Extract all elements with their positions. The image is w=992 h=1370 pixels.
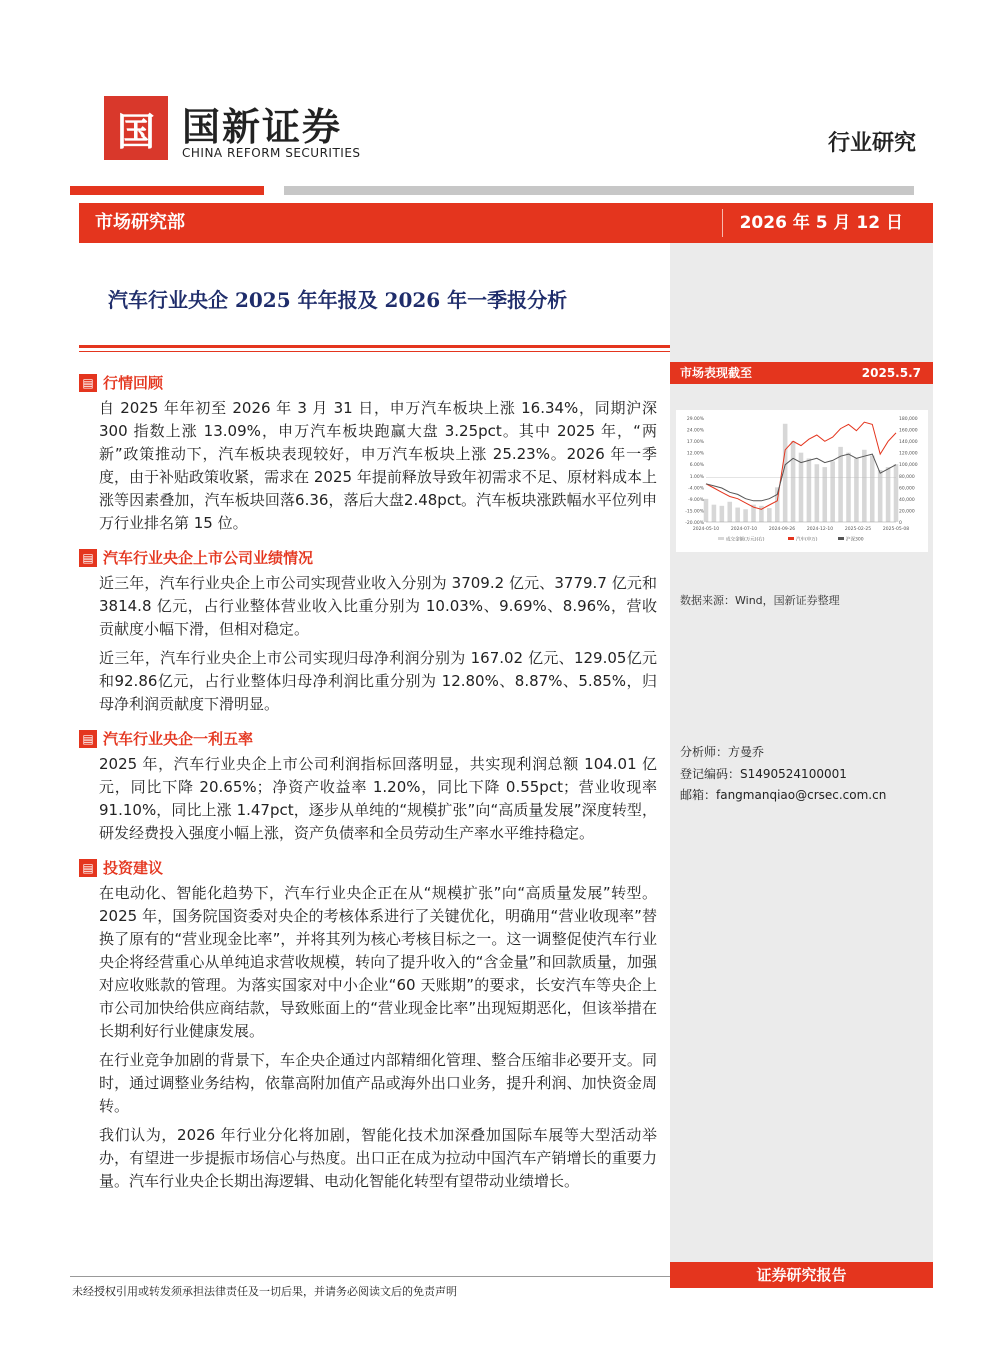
header-divider-bar [284, 186, 914, 195]
y-right-tick-label: 80,000 [899, 474, 915, 480]
section-heading [79, 857, 657, 878]
paragraph: 自 2025 年年初至 2026 年 3 月 31 日，申万汽车板块上涨 16.34%，同期沪深 300 指数上涨 13.09%，申万汽车板块跑赢大盘 3.25pct。其中 2025 年，“两新”政策推动下，汽车板块表现较好，申万汽车板块上涨 25.23%。2026 年一季度，由于补贴政策收紧，需求在 2025 年提前释放导致年初需求不足、原材料成本上涨等因素叠加，汽车板块回落6.36，落后大盘2.48pct。汽车板块涨跌幅水平位列申万行业排名第 15 位。 [99, 399, 657, 532]
legend-swatch [838, 537, 844, 540]
section-title: 行情回顾 [103, 374, 164, 392]
volume-bar [743, 509, 748, 522]
department-name: 市场研究部 [95, 212, 185, 233]
y-left-tick-label: -9.00% [688, 497, 704, 503]
volume-bar [854, 458, 859, 522]
y-right-tick-label: 180,000 [899, 417, 918, 422]
y-left-tick-label: 29.00% [686, 417, 704, 422]
y-left-tick-label: -15.00% [685, 509, 704, 515]
footer-bar [670, 1262, 933, 1288]
volume-bar [846, 453, 851, 522]
legend-swatch [718, 537, 724, 540]
y-right-tick-label: 0 [899, 521, 902, 526]
volume-bar [712, 505, 717, 522]
paragraph: 2025 年，汽车行业央企上市公司利润指标回落明显，共实现利润总额 104.01 亿元，同比下降 20.65%；净资产收益率 1.20%，同比下降 0.55pct；营业收现率 91.10%，同比上涨 1.47pct，逐步从单纯的“规模扩张”向“高质量发展”深度转型，研发经费投入强度小幅上涨，资产负债率和全员劳动生产率水平维持稳定。 [99, 755, 657, 842]
department-separator [722, 209, 723, 237]
x-tick-label: 2024-12-10 [806, 527, 834, 532]
section-icon: ▤ [79, 549, 97, 567]
logo-glyph: 国 [116, 108, 155, 154]
volume-bar [767, 508, 772, 522]
market-chart-svg [676, 410, 928, 552]
analyst-registration: 登记编码：S1490524100001 [680, 767, 847, 781]
y-left-tick-label: 1.00% [689, 474, 704, 480]
legend-swatch [788, 537, 794, 540]
x-tick-label: 2024-07-10 [730, 527, 758, 532]
y-left-tick-label: -4.00% [688, 486, 704, 492]
paragraph: 近三年，汽车行业央企上市公司实现归母净利润分别为 167.02 亿元、129.05亿元和92.86亿元，占行业整体归母净利润比重分别为 12.80%、8.87%、5.85%，归母净利润贡献度下滑明显。 [99, 649, 657, 713]
disclaimer-divider [70, 1276, 670, 1277]
volume-bar [815, 464, 820, 522]
section-icon: ▤ [79, 730, 97, 748]
market-performance-bar [670, 362, 933, 384]
company-name-en: CHINA REFORM SECURITIES [182, 146, 361, 160]
y-left-tick-label: -20.00% [685, 521, 704, 526]
report-title: 汽车行业央企 2025 年年报及 2026 年一季报分析 [108, 288, 568, 312]
volume-bar [791, 441, 796, 522]
volume-bar [894, 464, 899, 522]
volume-bar [783, 424, 788, 522]
x-tick-label: 2025-02-25 [844, 527, 872, 532]
analyst-email: 邮箱：fangmanqiao@crsec.com.cn [680, 788, 887, 802]
volume-bar [870, 456, 875, 522]
section-heading [79, 547, 657, 568]
paragraph: 我们认为，2026 年行业分化将加剧，智能化技术加深叠加国际车展等大型活动举办，有望进一步提振市场信心与热度。出口正在成为拉动中国汽车产销增长的重要力量。汽车行业央企长期出海逻辑、电动化智能化转型有望带动业绩增长。 [99, 1126, 657, 1190]
volume-bar [720, 506, 725, 522]
footer-label: 证券研究报告 [756, 1266, 847, 1284]
y-right-tick-label: 140,000 [899, 440, 918, 446]
volume-bar [830, 461, 835, 522]
volume-bar [727, 502, 732, 522]
y-right-tick-label: 160,000 [899, 428, 918, 434]
section-title: 投资建议 [103, 859, 164, 877]
y-right-tick-label: 100,000 [899, 463, 918, 469]
section-icon: ▤ [79, 374, 97, 392]
x-tick-label: 2025-05-08 [882, 527, 910, 532]
y-left-tick-label: 6.00% [689, 463, 704, 469]
company-logo [104, 96, 168, 160]
performance-label: 市场表现截至 [680, 366, 753, 380]
legend-label: 汽车(申万) [796, 537, 818, 543]
section-icon: ▤ [79, 859, 97, 877]
report-type: 行业研究 [827, 130, 916, 156]
section-title: 汽车行业央企上市公司业绩情况 [103, 549, 314, 567]
performance-date: 2025.5.7 [861, 366, 921, 380]
title-underline [79, 345, 670, 348]
volume-bar [704, 499, 709, 522]
x-tick-label: 2024-05-10 [692, 527, 720, 532]
y-right-tick-label: 60,000 [899, 486, 915, 492]
report-date: 2026 年 5 月 12 日 [739, 213, 903, 233]
volume-bar [807, 458, 812, 522]
data-source: 数据来源：Wind，国新证券整理 [680, 594, 840, 607]
paragraph: 在电动化、智能化趋势下，汽车行业央企正在从“规模扩张”向“高质量发展”转型。2025 年，国务院国资委对央企的考核体系进行了关键优化，明确用“营业收现率”替换了原有的“营业现金比率”，并将其列为核心考核目标之一。这一调整促使汽车行业央企将经营重心从单纯追求营收规模，转向了提升收入的“含金量”和回款质量，加强对应收账款的管理。为落实国家对中小企业“60 天账期”的要求，长安汽车等央企上市公司加快给供应商结款，导致账面上的“营业现金比率”出现短期恶化，但该举措在长期利好行业健康发展。 [99, 884, 657, 1040]
volume-bar [862, 450, 867, 522]
department-bar [79, 203, 933, 243]
volume-bar [838, 447, 843, 522]
y-left-tick-label: 17.00% [686, 440, 704, 446]
market-chart [676, 410, 928, 552]
paragraph: 近三年，汽车行业央企上市公司实现营业收入分别为 3709.2 亿元、3779.7 亿元和 3814.8 亿元，占行业整体营业收入比重分别为 10.03%、9.69%、8.96%，营收贡献度小幅下滑，但相对稳定。 [99, 574, 657, 638]
volume-bar [878, 470, 883, 522]
y-right-tick-label: 20,000 [899, 509, 915, 515]
company-name-cn: 国新证券 [182, 104, 343, 149]
disclaimer: 未经授权引用或转发须承担法律责任及一切后果，并请务必阅读文后的免责声明 [72, 1285, 457, 1298]
volume-bar [886, 467, 891, 522]
section-heading [79, 728, 657, 749]
section-heading [79, 372, 657, 393]
header-accent-bar [70, 186, 264, 195]
y-left-tick-label: 12.00% [686, 451, 704, 457]
volume-bar [735, 508, 740, 522]
section-title: 汽车行业央企一利五率 [103, 730, 254, 748]
legend-label: 成交金额(万元)(右) [726, 537, 765, 543]
x-tick-label: 2024-09-26 [768, 527, 796, 532]
analyst-name: 分析师：方曼乔 [680, 745, 765, 759]
y-right-tick-label: 120,000 [899, 451, 918, 457]
legend-label: 沪深300 [846, 537, 864, 543]
title-underline-thin [79, 351, 670, 352]
y-right-tick-label: 40,000 [899, 497, 915, 503]
main-content [79, 372, 657, 1193]
paragraph: 在行业竞争加剧的背景下，车企央企通过内部精细化管理、整合压缩非必要开支。同时，通过调整业务结构，依靠高附加值产品或海外出口业务，提升利润、加快资金周转。 [99, 1051, 657, 1115]
y-left-tick-label: 24.00% [686, 428, 704, 434]
volume-bar [822, 467, 827, 522]
